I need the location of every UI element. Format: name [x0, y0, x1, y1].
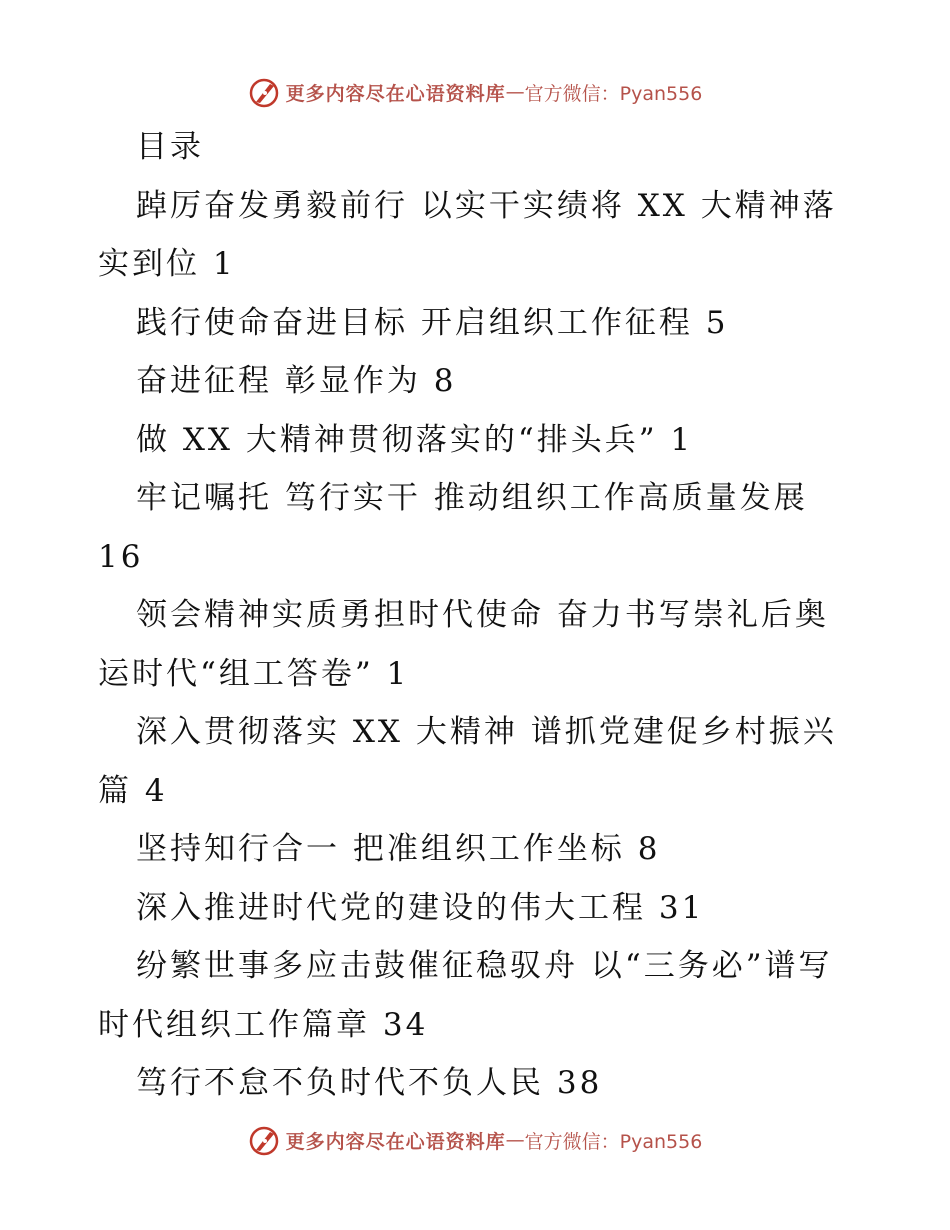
toc-entry: 领会精神实质勇担时代使命 奋力书写崇礼后奥运时代“组工答卷” 1	[98, 597, 829, 692]
watermark-brand: 更多内容尽在心语资料库	[285, 82, 506, 105]
toc-entry: 纷繁世事多应击鼓催征稳驭舟 以“三务必”谱写时代组织工作篇章 34	[98, 948, 833, 1043]
toc-content	[98, 118, 843, 1113]
watermark-separator: —	[505, 1129, 525, 1151]
quill-pen-logo-icon	[248, 76, 280, 108]
toc-heading: 目录	[136, 129, 204, 165]
quill-pen-logo-icon	[248, 1124, 280, 1156]
footer-watermark	[0, 1120, 950, 1160]
watermark-brand: 更多内容尽在心语资料库	[285, 1130, 506, 1153]
watermark-separator: —	[505, 81, 525, 103]
watermark-contact: 官方微信：Pyan556	[524, 1130, 703, 1153]
header-watermark	[0, 72, 950, 112]
watermark-contact: 官方微信：Pyan556	[524, 82, 703, 105]
toc-entry: 牢记嘱托 笃行实干 推动组织工作高质量发展 16	[98, 480, 808, 575]
toc-entry: 踔厉奋发勇毅前行 以实干实绩将 XX 大精神落实到位 1	[98, 187, 837, 282]
toc-entry: 践行使命奋进目标 开启组织工作征程 5	[136, 304, 729, 341]
toc-entry: 做 XX 大精神贯彻落实的“排头兵” 1	[136, 421, 694, 458]
toc-entry: 深入推进时代党的建设的伟大工程 31	[136, 889, 705, 926]
toc-entry: 笃行不怠不负时代不负人民 38	[136, 1065, 603, 1101]
toc-entry: 坚持知行合一 把准组织工作坐标 8	[136, 831, 661, 867]
toc-entry: 奋进征程 彰显作为 8	[136, 363, 457, 399]
toc-entry: 深入贯彻落实 XX 大精神 谱抓党建促乡村振兴篇 4	[98, 714, 837, 809]
